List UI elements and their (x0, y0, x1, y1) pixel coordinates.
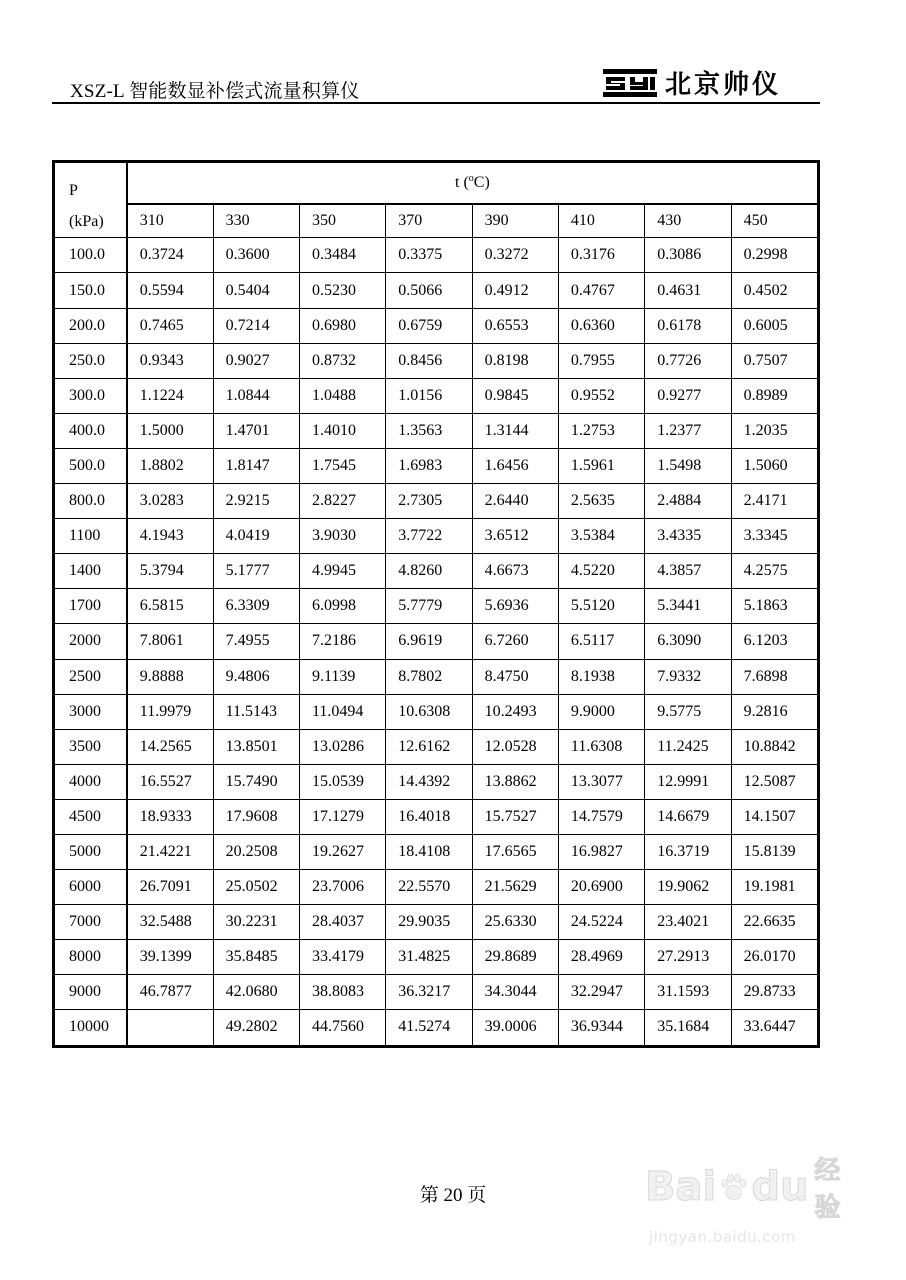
value-cell: 12.5087 (731, 764, 818, 799)
value-cell: 46.7877 (127, 975, 213, 1010)
value-cell: 15.7527 (472, 799, 558, 834)
value-cell: 0.8198 (472, 343, 558, 378)
value-cell: 3.4335 (645, 519, 731, 554)
value-cell: 1.6983 (386, 448, 472, 483)
value-cell: 4.8260 (386, 554, 472, 589)
table-row (54, 799, 819, 834)
value-cell: 11.9979 (127, 694, 213, 729)
value-cell: 0.9343 (127, 343, 213, 378)
value-cell: 1.8147 (213, 448, 299, 483)
table-row (54, 413, 819, 448)
value-cell: 33.4179 (299, 940, 385, 975)
value-cell: 13.8501 (213, 729, 299, 764)
table-row (54, 378, 819, 413)
value-cell: 42.0680 (213, 975, 299, 1010)
value-cell: 2.8227 (299, 484, 385, 519)
value-cell: 9.2816 (731, 694, 818, 729)
value-cell: 3.3345 (731, 519, 818, 554)
table-row (54, 519, 819, 554)
value-cell: 0.3600 (213, 238, 299, 273)
value-cell: 6.5815 (127, 589, 213, 624)
value-cell: 0.7465 (127, 308, 213, 343)
value-cell: 41.5274 (386, 1010, 472, 1046)
value-cell: 0.3086 (645, 238, 731, 273)
value-cell: 0.6178 (645, 308, 731, 343)
company-logo (603, 64, 781, 101)
value-cell: 44.7560 (299, 1010, 385, 1046)
watermark-logo (645, 1150, 855, 1224)
value-cell: 1.2035 (731, 413, 818, 448)
value-cell: 11.0494 (299, 694, 385, 729)
value-cell: 9.9000 (558, 694, 644, 729)
table-row (54, 764, 819, 799)
value-cell: 16.9827 (558, 834, 644, 869)
table-row (54, 1010, 819, 1046)
table-row (54, 905, 819, 940)
value-cell: 35.8485 (213, 940, 299, 975)
value-cell: 0.5594 (127, 273, 213, 308)
value-cell: 35.1684 (645, 1010, 731, 1046)
value-cell: 0.9552 (558, 378, 644, 413)
value-cell: 11.6308 (558, 729, 644, 764)
value-cell: 0.3272 (472, 238, 558, 273)
temperature-header-cell (127, 162, 819, 204)
value-cell (127, 1010, 213, 1046)
temperature-col-header: 450 (731, 204, 818, 238)
value-cell: 36.3217 (386, 975, 472, 1010)
value-cell: 24.5224 (558, 905, 644, 940)
value-cell: 22.5570 (386, 870, 472, 905)
value-cell: 1.2753 (558, 413, 644, 448)
table-row (54, 940, 819, 975)
value-cell: 28.4969 (558, 940, 644, 975)
value-cell: 19.1981 (731, 870, 818, 905)
table-row (54, 273, 819, 308)
value-cell: 0.7214 (213, 308, 299, 343)
temperature-col-header: 310 (127, 204, 213, 238)
value-cell: 3.7722 (386, 519, 472, 554)
pressure-cell: 2500 (54, 659, 127, 694)
table-header-row (54, 162, 819, 204)
value-cell: 21.5629 (472, 870, 558, 905)
value-cell: 23.4021 (645, 905, 731, 940)
value-cell: 0.4767 (558, 273, 644, 308)
value-cell: 0.3724 (127, 238, 213, 273)
pressure-unit-label: (kPa) (69, 213, 104, 231)
table-row (54, 870, 819, 905)
value-cell: 14.1507 (731, 799, 818, 834)
logo-mark-icon (603, 69, 657, 97)
value-cell: 7.9332 (645, 659, 731, 694)
value-cell: 4.3857 (645, 554, 731, 589)
value-cell: 0.2998 (731, 238, 818, 273)
pressure-cell: 1400 (54, 554, 127, 589)
pressure-cell: 1100 (54, 519, 127, 554)
value-cell: 1.0488 (299, 378, 385, 413)
value-cell: 0.7726 (645, 343, 731, 378)
value-cell: 12.9991 (645, 764, 731, 799)
value-cell: 2.9215 (213, 484, 299, 519)
value-cell: 14.7579 (558, 799, 644, 834)
value-cell: 5.7779 (386, 589, 472, 624)
temperature-col-header: 330 (213, 204, 299, 238)
header-divider (52, 102, 820, 104)
temperature-values-row (54, 204, 819, 238)
value-cell: 0.3176 (558, 238, 644, 273)
watermark-brand-b: du (751, 1164, 809, 1210)
value-cell: 5.3794 (127, 554, 213, 589)
watermark-brand-a: Bai (645, 1164, 717, 1210)
table-row (54, 448, 819, 483)
pressure-cell: 10000 (54, 1010, 127, 1046)
value-cell: 0.8989 (731, 378, 818, 413)
value-cell: 39.0006 (472, 1010, 558, 1046)
value-cell: 9.5775 (645, 694, 731, 729)
pressure-cell: 6000 (54, 870, 127, 905)
pressure-cell: 100.0 (54, 238, 127, 273)
value-cell: 32.5488 (127, 905, 213, 940)
pressure-cell: 1700 (54, 589, 127, 624)
temperature-col-header: 370 (386, 204, 472, 238)
pressure-cell: 800.0 (54, 484, 127, 519)
value-cell: 12.6162 (386, 729, 472, 764)
pressure-cell: 400.0 (54, 413, 127, 448)
table-row (54, 729, 819, 764)
pressure-cell: 8000 (54, 940, 127, 975)
value-cell: 6.9619 (386, 624, 472, 659)
value-cell: 0.6360 (558, 308, 644, 343)
value-cell: 1.8802 (127, 448, 213, 483)
value-cell: 10.8842 (731, 729, 818, 764)
value-cell: 0.7507 (731, 343, 818, 378)
value-cell: 0.7955 (558, 343, 644, 378)
value-cell: 5.3441 (645, 589, 731, 624)
value-cell: 1.3144 (472, 413, 558, 448)
value-cell: 20.2508 (213, 834, 299, 869)
table-row (54, 589, 819, 624)
pressure-header-label: P (69, 182, 78, 199)
value-cell: 14.2565 (127, 729, 213, 764)
value-cell: 4.1943 (127, 519, 213, 554)
value-cell: 8.1938 (558, 659, 644, 694)
page-number: 第 20 页 (419, 1185, 487, 1206)
value-cell: 5.5120 (558, 589, 644, 624)
value-cell: 8.7802 (386, 659, 472, 694)
value-cell: 18.4108 (386, 834, 472, 869)
value-cell: 1.2377 (645, 413, 731, 448)
value-cell: 9.4806 (213, 659, 299, 694)
value-cell: 0.4631 (645, 273, 731, 308)
pressure-cell: 3000 (54, 694, 127, 729)
value-cell: 1.7545 (299, 448, 385, 483)
value-cell: 31.4825 (386, 940, 472, 975)
value-cell: 7.6898 (731, 659, 818, 694)
value-cell: 11.2425 (645, 729, 731, 764)
value-cell: 1.5060 (731, 448, 818, 483)
value-cell: 2.4171 (731, 484, 818, 519)
value-cell: 2.6440 (472, 484, 558, 519)
pressure-cell: 300.0 (54, 378, 127, 413)
value-cell: 0.9027 (213, 343, 299, 378)
value-cell: 3.9030 (299, 519, 385, 554)
value-cell: 0.6553 (472, 308, 558, 343)
value-cell: 0.8456 (386, 343, 472, 378)
pressure-cell: 200.0 (54, 308, 127, 343)
value-cell: 15.8139 (731, 834, 818, 869)
value-cell: 3.5384 (558, 519, 644, 554)
value-cell: 10.2493 (472, 694, 558, 729)
value-cell: 29.8733 (731, 975, 818, 1010)
watermark-url: jingyan.baidu.com (649, 1228, 796, 1246)
value-cell: 7.8061 (127, 624, 213, 659)
table-row (54, 624, 819, 659)
value-cell: 1.3563 (386, 413, 472, 448)
value-cell: 0.4502 (731, 273, 818, 308)
value-cell: 5.1777 (213, 554, 299, 589)
value-cell: 3.0283 (127, 484, 213, 519)
pressure-cell: 7000 (54, 905, 127, 940)
degree-superscript: o (468, 173, 474, 185)
pressure-cell: 150.0 (54, 273, 127, 308)
value-cell: 4.9945 (299, 554, 385, 589)
temperature-col-header: 410 (558, 204, 644, 238)
value-cell: 1.6456 (472, 448, 558, 483)
temperature-col-header: 390 (472, 204, 558, 238)
value-cell: 14.4392 (386, 764, 472, 799)
value-cell: 1.0156 (386, 378, 472, 413)
temperature-header-prefix: t ( (455, 174, 469, 192)
table-row (54, 834, 819, 869)
value-cell: 5.1863 (731, 589, 818, 624)
value-cell: 1.4010 (299, 413, 385, 448)
pressure-cell: 2000 (54, 624, 127, 659)
pressure-header-cell (54, 162, 127, 238)
value-cell: 2.7305 (386, 484, 472, 519)
table-row (54, 308, 819, 343)
value-cell: 1.5498 (645, 448, 731, 483)
value-cell: 31.1593 (645, 975, 731, 1010)
value-cell: 26.7091 (127, 870, 213, 905)
value-cell: 0.5404 (213, 273, 299, 308)
value-cell: 1.4701 (213, 413, 299, 448)
value-cell: 15.0539 (299, 764, 385, 799)
value-cell: 19.2627 (299, 834, 385, 869)
value-cell: 17.6565 (472, 834, 558, 869)
value-cell: 0.6005 (731, 308, 818, 343)
value-cell: 38.8083 (299, 975, 385, 1010)
value-cell: 1.0844 (213, 378, 299, 413)
table-row (54, 554, 819, 589)
value-cell: 0.4912 (472, 273, 558, 308)
temperature-header-suffix: C) (473, 174, 490, 192)
value-cell: 0.5066 (386, 273, 472, 308)
value-cell: 0.9845 (472, 378, 558, 413)
pressure-cell: 500.0 (54, 448, 127, 483)
value-cell: 0.6980 (299, 308, 385, 343)
value-cell: 7.4955 (213, 624, 299, 659)
value-cell: 3.6512 (472, 519, 558, 554)
value-cell: 1.1224 (127, 378, 213, 413)
value-cell: 7.2186 (299, 624, 385, 659)
value-cell: 8.4750 (472, 659, 558, 694)
table-row (54, 694, 819, 729)
temperature-col-header: 430 (645, 204, 731, 238)
table-row (54, 659, 819, 694)
value-cell: 17.1279 (299, 799, 385, 834)
value-cell: 0.3484 (299, 238, 385, 273)
document-title: XSZ-L 智能数显补偿式流量积算仪 (70, 81, 360, 102)
value-cell: 32.2947 (558, 975, 644, 1010)
value-cell: 0.9277 (645, 378, 731, 413)
value-cell: 4.6673 (472, 554, 558, 589)
value-cell: 4.2575 (731, 554, 818, 589)
pressure-cell: 3500 (54, 729, 127, 764)
value-cell: 9.1139 (299, 659, 385, 694)
value-cell: 23.7006 (299, 870, 385, 905)
value-cell: 16.5527 (127, 764, 213, 799)
value-cell: 17.9608 (213, 799, 299, 834)
value-cell: 13.3077 (558, 764, 644, 799)
value-cell: 36.9344 (558, 1010, 644, 1046)
value-cell: 29.8689 (472, 940, 558, 975)
value-cell: 34.3044 (472, 975, 558, 1010)
density-table (52, 160, 820, 1048)
baidu-watermark (645, 1150, 855, 1250)
paw-icon (718, 1167, 749, 1207)
table-row (54, 343, 819, 378)
value-cell: 13.8862 (472, 764, 558, 799)
value-cell: 0.3375 (386, 238, 472, 273)
value-cell: 0.5230 (299, 273, 385, 308)
value-cell: 15.7490 (213, 764, 299, 799)
value-cell: 30.2231 (213, 905, 299, 940)
watermark-brand-cn: 经验 (814, 1156, 841, 1223)
value-cell: 9.8888 (127, 659, 213, 694)
value-cell: 0.6759 (386, 308, 472, 343)
value-cell: 6.1203 (731, 624, 818, 659)
value-cell: 10.6308 (386, 694, 472, 729)
pressure-cell: 4000 (54, 764, 127, 799)
pressure-cell: 250.0 (54, 343, 127, 378)
logo-text: 北京帅仪 (665, 70, 782, 100)
table-row (54, 238, 819, 273)
value-cell: 29.9035 (386, 905, 472, 940)
value-cell: 4.5220 (558, 554, 644, 589)
value-cell: 27.2913 (645, 940, 731, 975)
value-cell: 22.6635 (731, 905, 818, 940)
value-cell: 26.0170 (731, 940, 818, 975)
value-cell: 21.4221 (127, 834, 213, 869)
value-cell: 11.5143 (213, 694, 299, 729)
value-cell: 6.3309 (213, 589, 299, 624)
value-cell: 39.1399 (127, 940, 213, 975)
pressure-cell: 4500 (54, 799, 127, 834)
value-cell: 6.0998 (299, 589, 385, 624)
temperature-col-header: 350 (299, 204, 385, 238)
value-cell: 19.9062 (645, 870, 731, 905)
value-cell: 18.9333 (127, 799, 213, 834)
value-cell: 2.4884 (645, 484, 731, 519)
value-cell: 1.5000 (127, 413, 213, 448)
table-row (54, 484, 819, 519)
value-cell: 2.5635 (558, 484, 644, 519)
value-cell: 12.0528 (472, 729, 558, 764)
value-cell: 25.0502 (213, 870, 299, 905)
table-row (54, 975, 819, 1010)
value-cell: 33.6447 (731, 1010, 818, 1046)
value-cell: 6.3090 (645, 624, 731, 659)
value-cell: 25.6330 (472, 905, 558, 940)
value-cell: 16.3719 (645, 834, 731, 869)
value-cell: 6.5117 (558, 624, 644, 659)
value-cell: 1.5961 (558, 448, 644, 483)
pressure-cell: 5000 (54, 834, 127, 869)
value-cell: 0.8732 (299, 343, 385, 378)
value-cell: 49.2802 (213, 1010, 299, 1046)
value-cell: 20.6900 (558, 870, 644, 905)
value-cell: 13.0286 (299, 729, 385, 764)
value-cell: 6.7260 (472, 624, 558, 659)
value-cell: 16.4018 (386, 799, 472, 834)
value-cell: 5.6936 (472, 589, 558, 624)
table-body (54, 238, 819, 1046)
value-cell: 14.6679 (645, 799, 731, 834)
value-cell: 28.4037 (299, 905, 385, 940)
pressure-cell: 9000 (54, 975, 127, 1010)
value-cell: 4.0419 (213, 519, 299, 554)
